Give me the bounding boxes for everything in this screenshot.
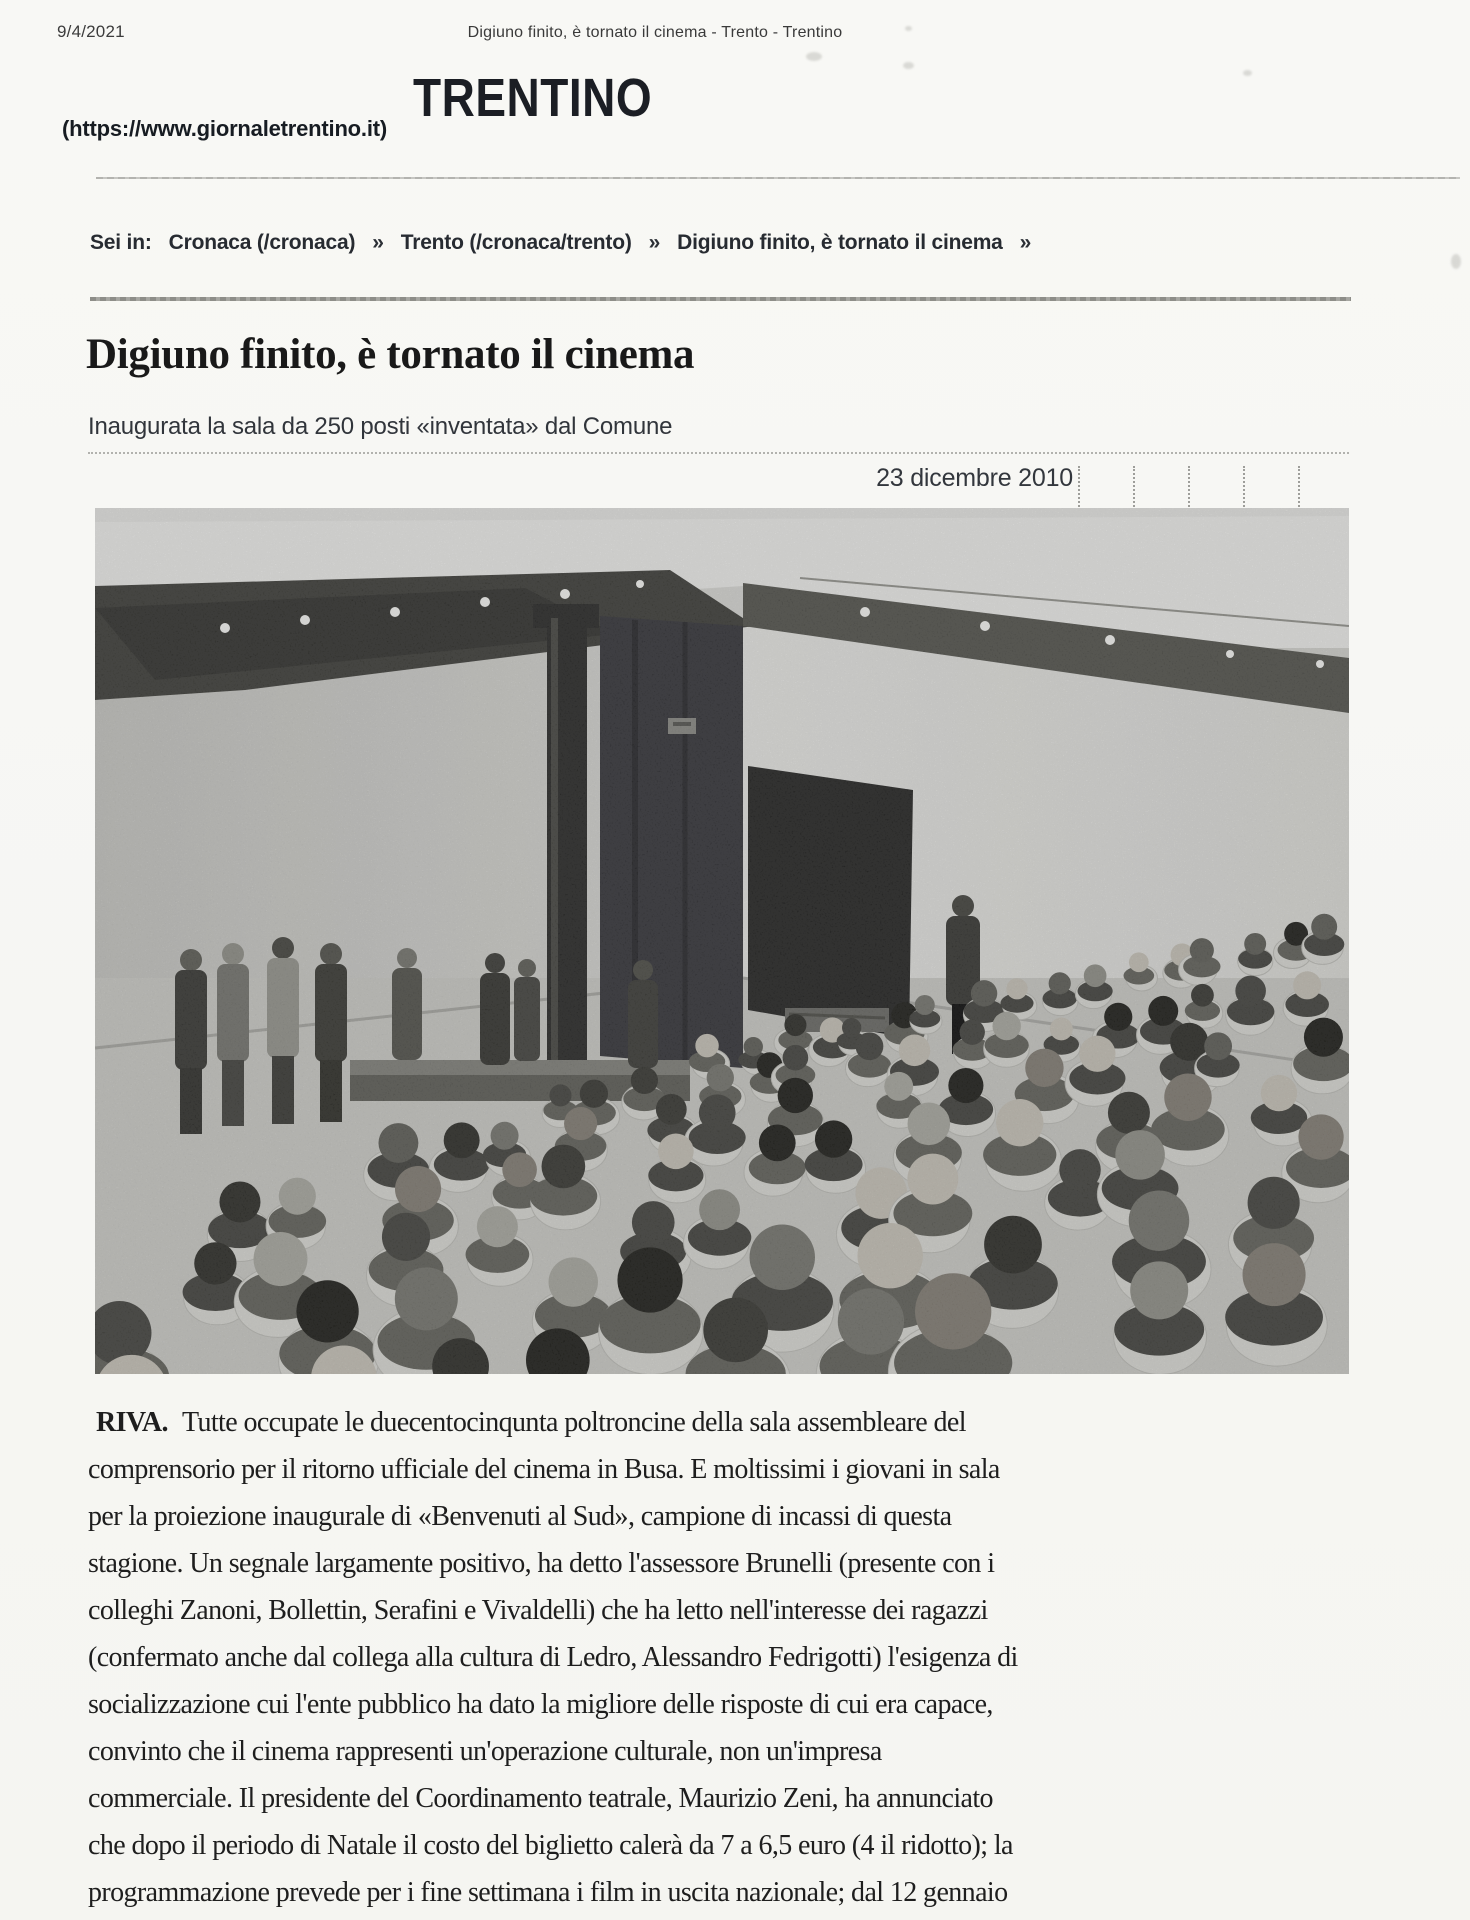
breadcrumb-item-cronaca[interactable]: Cronaca (/cronaca) [168, 231, 356, 254]
body-line: per la proiezione inaugurale di «Benvenuti al Sud», campione di incassi di questa [88, 1501, 952, 1532]
body-line: (confermato anche dal collega alla cultura di Ledro, Alessandro Fedrigotti) l'esigenza di [88, 1642, 1018, 1673]
scan-speck [806, 52, 822, 61]
breadcrumb-item-trento[interactable]: Trento (/cronaca/trento) [400, 231, 632, 254]
chevrons-right-icon: » [372, 231, 384, 254]
chevrons-right-icon: » [1019, 231, 1032, 254]
article-date: 23 dicembre 2010 [876, 464, 1073, 492]
trentino-logo[interactable]: TRENTINO [413, 67, 653, 128]
share-divider [1298, 466, 1300, 511]
scan-speck [905, 26, 912, 31]
article-photo [95, 508, 1349, 1374]
masthead-rule [96, 177, 1460, 179]
body-text: Tutte occupate le duecentocinqunta poltroncine della sala assembleare del [181, 1407, 966, 1438]
lead-label: RIVA. [96, 1407, 168, 1438]
body-line: comprensorio per il ritorno ufficiale del cinema in Busa. E moltissimi i giovani in sala [88, 1454, 1000, 1485]
chevrons-right-icon: » [648, 231, 661, 254]
body-line: programmazione prevede per i fine settimana i film in uscita nazionale; dal 12 gennaio [88, 1877, 1008, 1908]
share-divider [1078, 466, 1080, 511]
article-subtitle: Inaugurata la sala da 250 posti «inventata» dal Comune [88, 413, 673, 440]
article-title: Digiuno finito, è tornato il cinema [86, 331, 695, 378]
print-date: 9/4/2021 [57, 22, 125, 41]
body-line: stagione. Un segnale largamente positivo, ha detto l'assessore Brunelli (presente con i [88, 1548, 995, 1579]
breadcrumb-item-current: Digiuno finito, è tornato il cinema [677, 231, 1003, 254]
breadcrumb-rule [90, 297, 1351, 301]
body-line: colleghi Zanoni, Bollettin, Serafini e Vivaldelli) che ha letto nell'interesse dei ragazzi [88, 1595, 988, 1626]
share-divider [1243, 466, 1245, 511]
body-line: che dopo il periodo di Natale il costo del biglietto calerà da 7 a 6,5 euro (4 il ridotto); la [88, 1830, 1013, 1861]
body-line [88, 1399, 1158, 1446]
site-url-link[interactable]: (https://www.giornaletrentino.it) [62, 116, 388, 141]
body-line: commerciale. Il presidente del Coordinamento teatrale, Maurizio Zeni, ha annunciato [88, 1783, 993, 1814]
print-document-title: Digiuno finito, è tornato il cinema - Trento - Trentino [467, 24, 843, 41]
body-line: convinto che il cinema rappresenti un'operazione culturale, non un'impresa [88, 1736, 882, 1767]
share-divider [1188, 466, 1190, 511]
breadcrumb-label: Sei in: [90, 231, 152, 254]
body-line: socializzazione cui l'ente pubblico ha dato la migliore delle risposte di cui era capace, [88, 1689, 993, 1720]
article-body [88, 1399, 1158, 1916]
scan-speck [1243, 70, 1252, 76]
article-rule [88, 452, 1349, 454]
share-divider [1133, 466, 1135, 511]
scan-speck [1451, 254, 1461, 269]
scan-speck [903, 62, 914, 69]
breadcrumb [90, 231, 1031, 255]
